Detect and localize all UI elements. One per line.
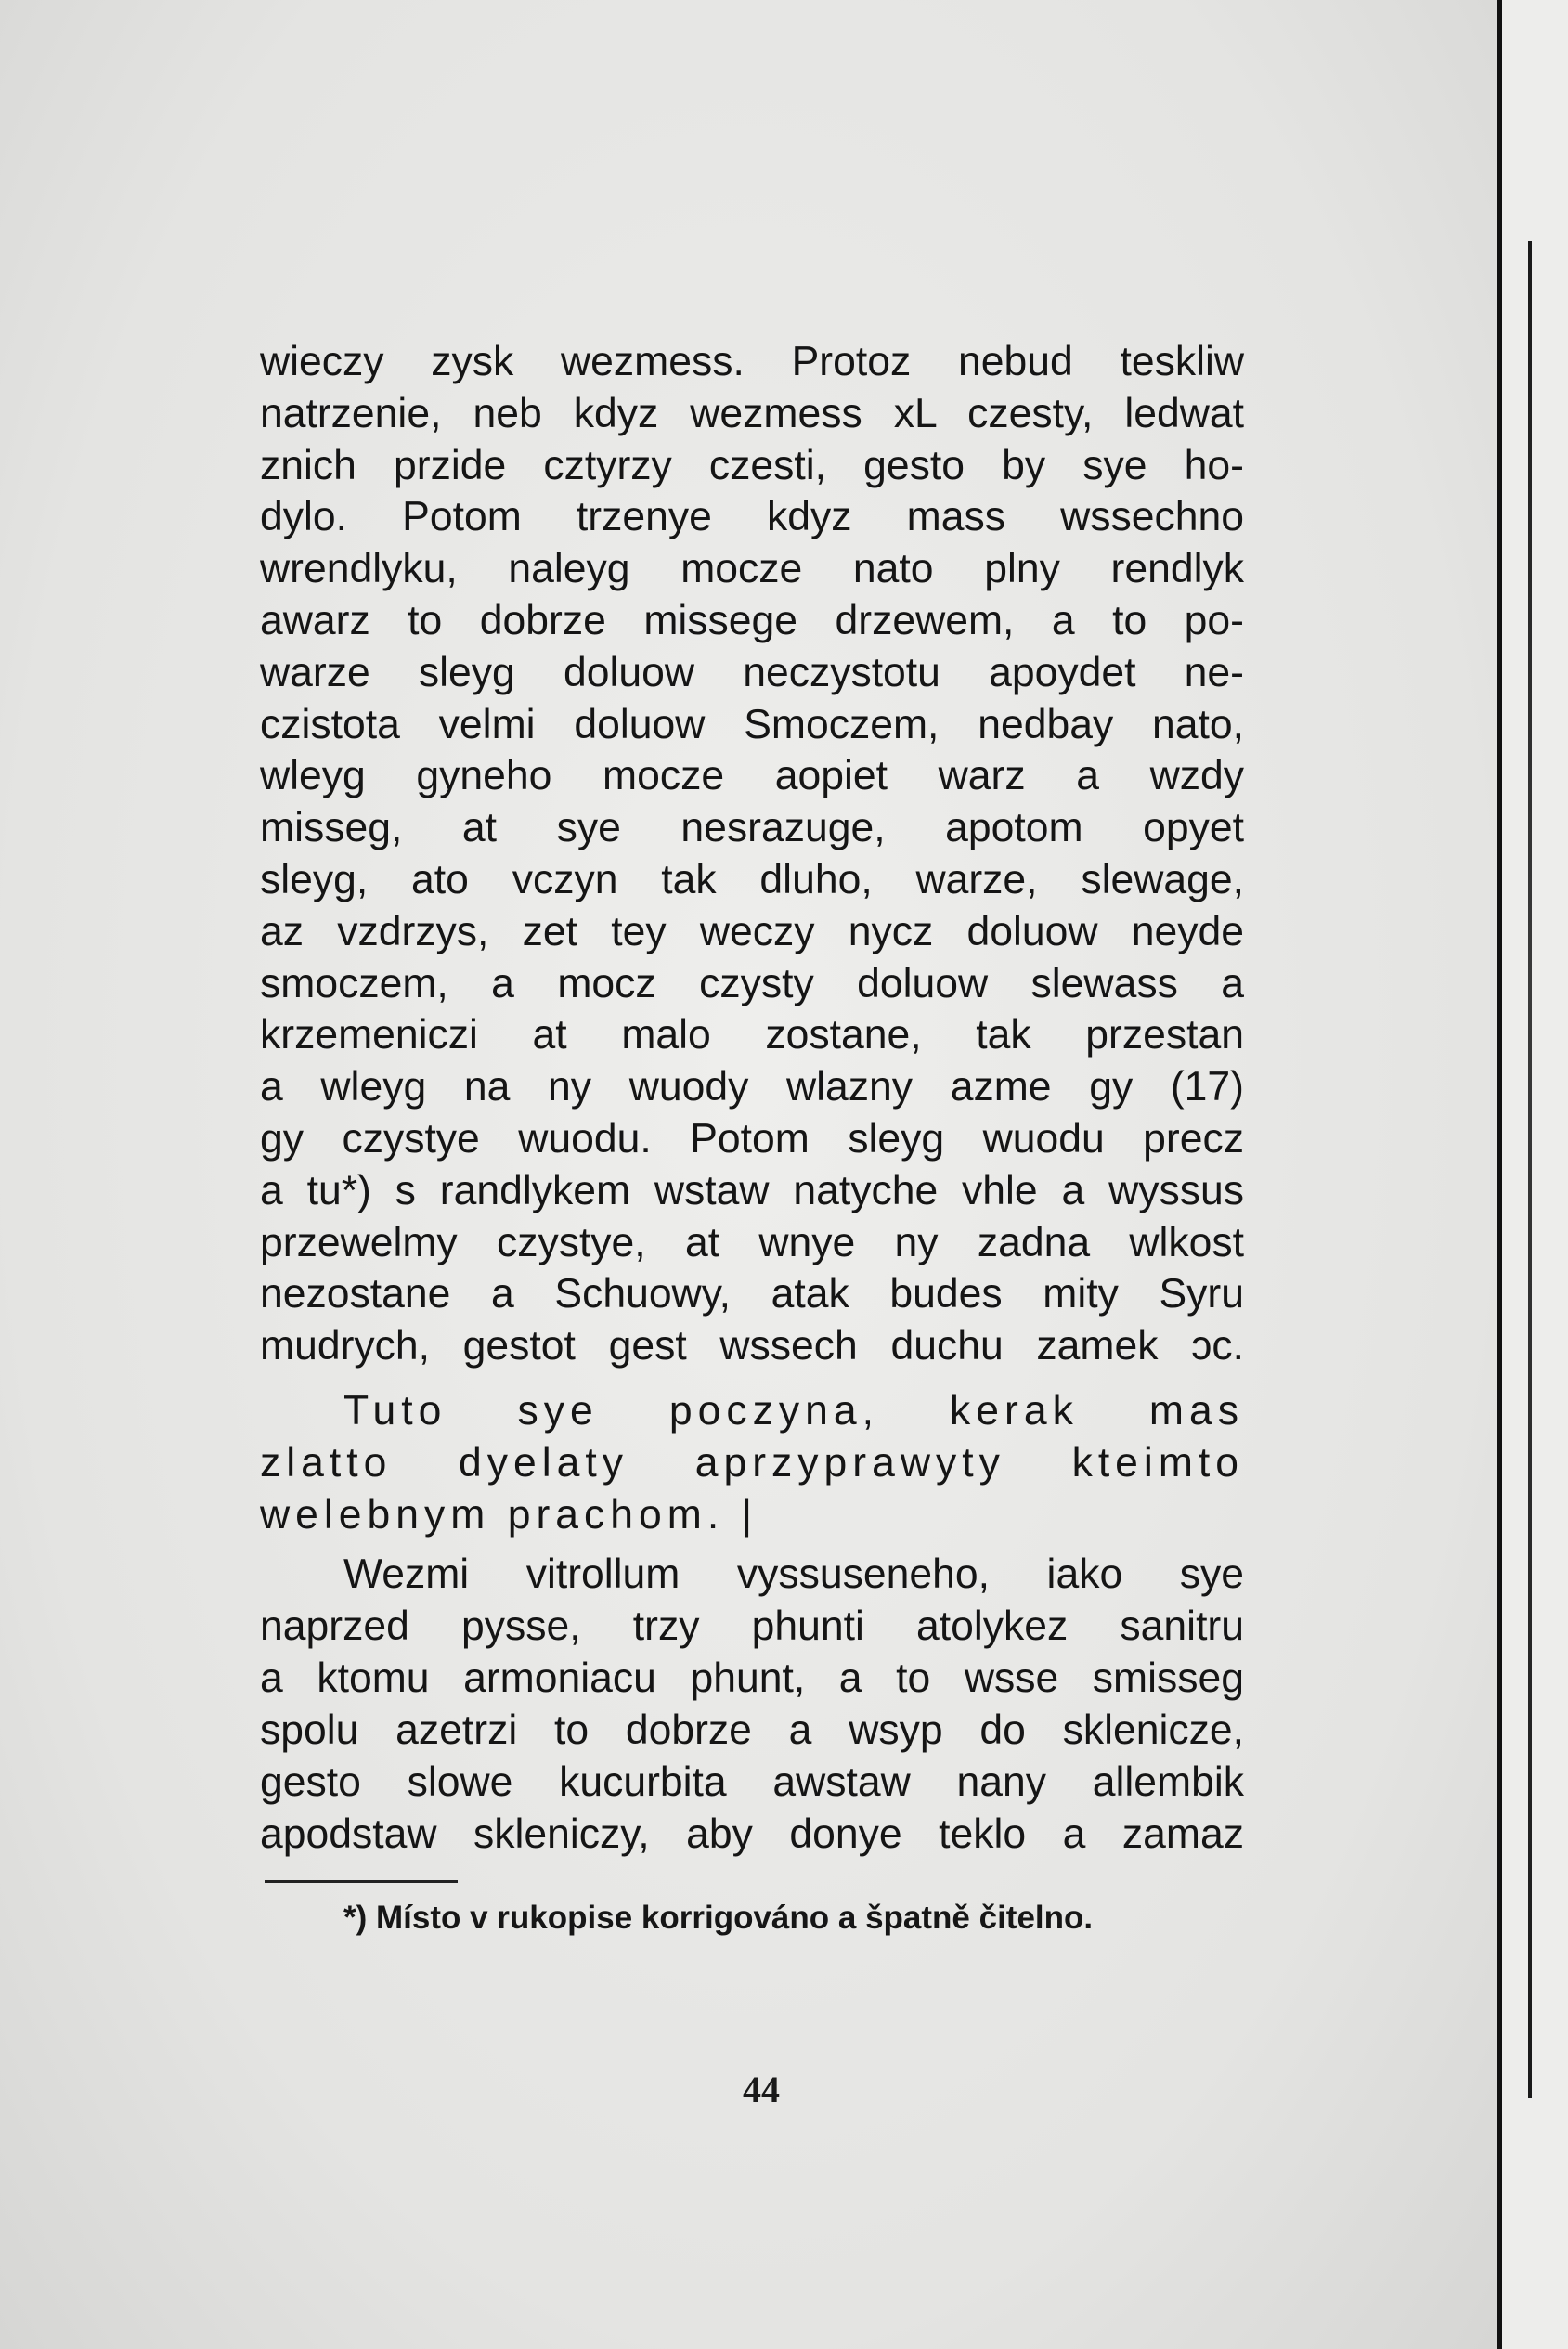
- text-line: wieczy zysk wezmess. Protoz nebud teskliw: [260, 339, 1244, 384]
- text-line: sleyg, ato vczyn tak dluho, warze, slewage,: [260, 856, 1244, 902]
- heading-line: welebnym prachom. |: [260, 1492, 758, 1538]
- text-line: Wezmi vitrollum vyssuseneho, iako sye: [343, 1551, 1244, 1597]
- text-line: a tu*) s randlykem wstaw natyche vhle a wyssus: [260, 1167, 1244, 1213]
- text-line: wrendlyku, naleyg mocze nato plny rendlyk: [260, 546, 1244, 592]
- text-line: spolu azetrzi to dobrze a wsyp do sklenicze,: [260, 1707, 1244, 1753]
- footnote: *) Místo v rukopise korrigováno a špatně čitelno.: [343, 1900, 1094, 1936]
- text-line: naprzed pysse, trzy phunti atolykez sanitru: [260, 1603, 1244, 1649]
- text-line: gesto slowe kucurbita awstaw nany allembik: [260, 1759, 1244, 1805]
- footnote-divider: [265, 1880, 458, 1883]
- text-line: natrzenie, neb kdyz wezmess xL czesty, ledwat: [260, 390, 1244, 436]
- section-heading: [260, 1385, 1244, 1541]
- text-line: czistota velmi doluow Smoczem, nedbay nato,: [260, 701, 1244, 747]
- text-line: przewelmy czystye, at wnye ny zadna wlkost: [260, 1219, 1244, 1265]
- text-line: apodstaw skleniczy, aby donye teklo a zamaz: [260, 1811, 1244, 1857]
- text-line: az vzdrzys, zet tey weczy nycz doluow neyde: [260, 908, 1244, 954]
- page-number: 44: [743, 2069, 780, 2110]
- text-line: wleyg gyneho mocze aopiet warz a wzdy: [260, 753, 1244, 799]
- paragraph-second: [260, 1549, 1244, 1861]
- heading-line: zlatto dyelaty aprzyprawyty kteimto: [260, 1440, 1244, 1486]
- text-line: warze sleyg doluow neczystotu apoydet ne-: [260, 649, 1244, 695]
- text-line: misseg, at sye nesrazuge, apotom opyet: [260, 805, 1244, 851]
- text-line: a wleyg na ny wuody wlazny azme gy (17): [260, 1064, 1244, 1110]
- text-line: a ktomu armoniacu phunt, a to wsse smisseg: [260, 1655, 1244, 1701]
- binding-line: [1528, 241, 1532, 2098]
- text-line: smoczem, a mocz czysty doluow slewass a: [260, 960, 1244, 1006]
- text-line: dylo. Potom trzenye kdyz mass wssechno: [260, 494, 1244, 540]
- text-line: mudrych, gestot gest wssech duchu zamek ɔc.: [260, 1323, 1244, 1369]
- text-line: znich przide cztyrzy czesti, gesto by sye ho-: [260, 442, 1244, 488]
- text-line: gy czystye wuodu. Potom sleyg wuodu precz: [260, 1115, 1244, 1162]
- heading-line: Tuto sye poczyna, kerak mas: [343, 1388, 1244, 1434]
- text-line: krzemeniczi at malo zostane, tak przestan: [260, 1012, 1244, 1058]
- text-line: awarz to dobrze missege drzewem, a to po-: [260, 597, 1244, 643]
- adjacent-page-edge: [1497, 0, 1568, 2349]
- text-line: nezostane a Schuowy, atak budes mity Syru: [260, 1271, 1244, 1317]
- paragraph-main: [260, 336, 1244, 1372]
